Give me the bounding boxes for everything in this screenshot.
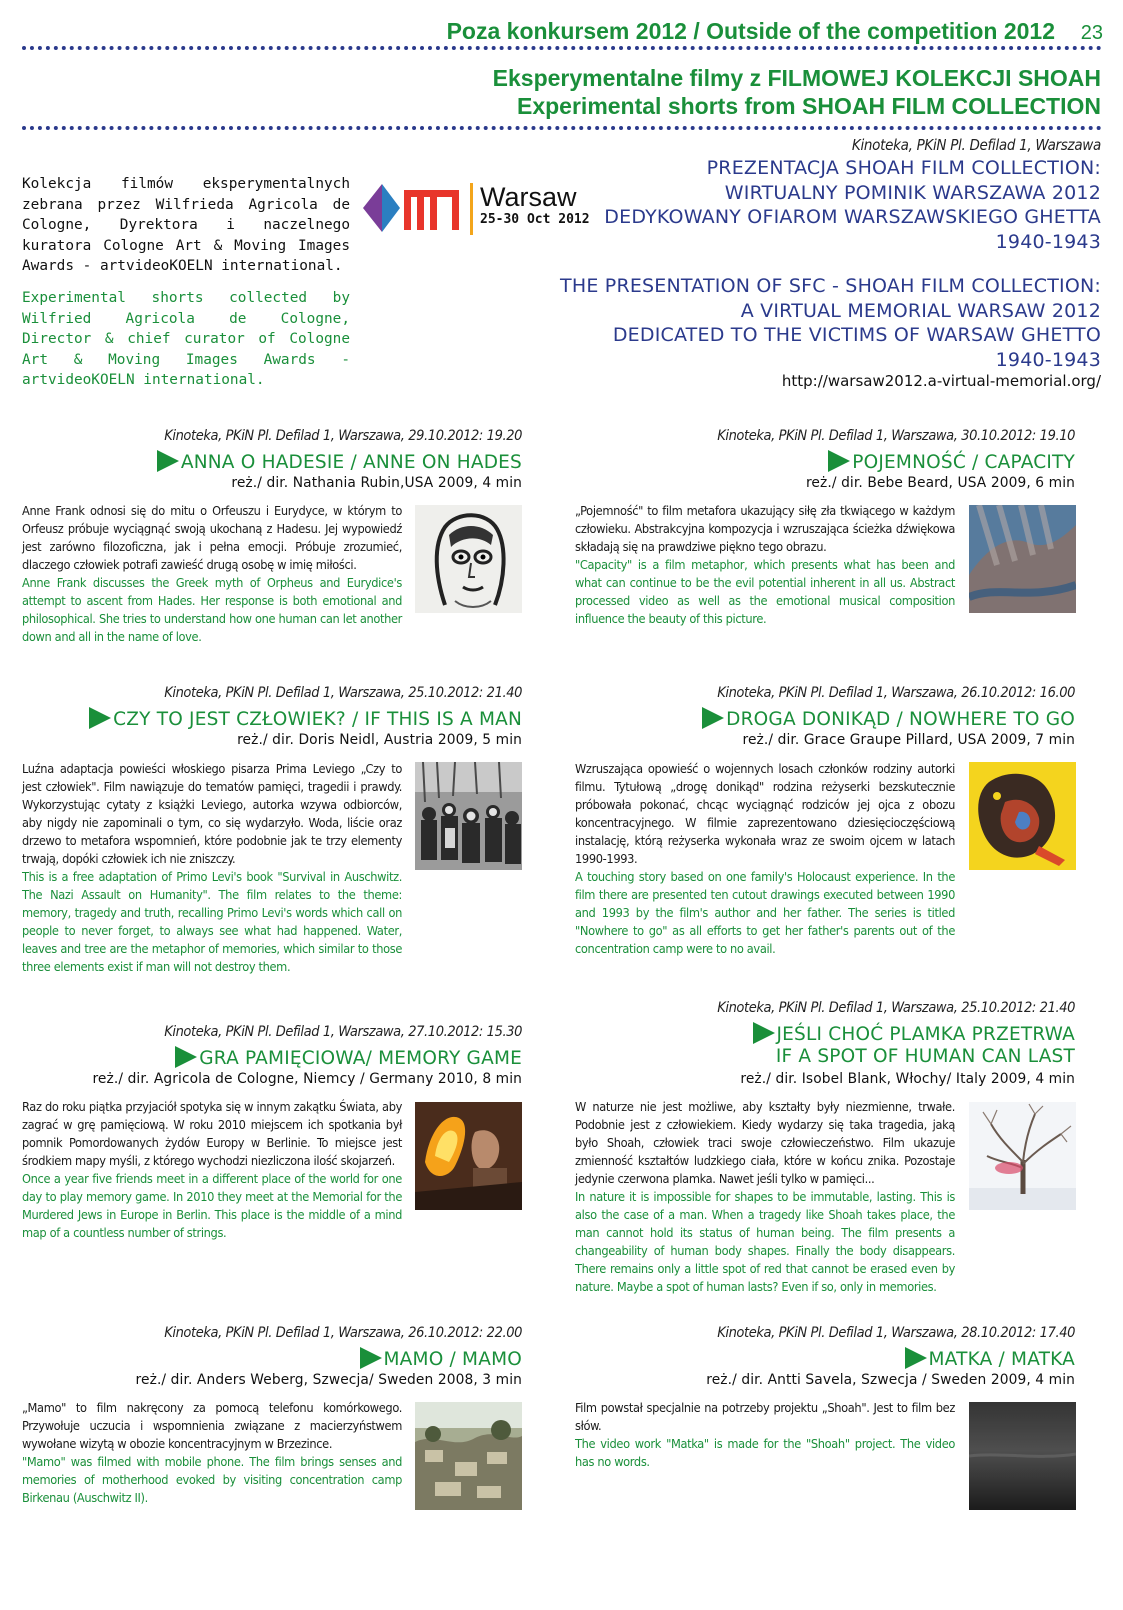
- presentation-pl-line: 1940-1943: [995, 230, 1101, 253]
- play-arrow-icon: [905, 1347, 927, 1369]
- film-venue: Kinoteka, PKiN Pl. Defilad 1, Warszawa, 29.10.2012: 19.20: [164, 428, 522, 444]
- film-description-en: This is a free adaptation of Primo Levi's book "Survival in Auschwitz. The Nazi Assault on Humanity". The film relates to the theme: memory, tragedy and truth, recalling Primo Levi's words which call on people to never forget, to always see what had happened. Water, leaves and tree are the metaphor of memories, which similar to those three elements exist if man will not destroy them.: [22, 869, 402, 974]
- film-thumbnail: [415, 1102, 522, 1210]
- film-description: [22, 502, 402, 646]
- film-venue: Kinoteka, PKiN Pl. Defilad 1, Warszawa, 26.10.2012: 16.00: [717, 685, 1075, 701]
- film-description-en: A touching story based on one family's Holocaust experience. In the film there are presented ten cutout drawings executed between 1990 and 1993 by the film's author and her father. The series is titled "Nowhere to go" as all efforts to get her father's parents out of the concentration camp were to no avail.: [575, 869, 955, 956]
- film-title-second-line: IF A SPOT OF HUMAN CAN LAST: [775, 1046, 1075, 1067]
- film-description-pl: W naturze nie jest możliwe, aby kształty były niezmienne, trwałe. Podobnie jest z człowiekiem. Kiedy wydarzy się taka tragedia, jaką było Shoah, człowiek traci swoje człowieczeństwo. Film ukazuje zmienność kształtów ludzkiego ciała, które w końcu znika. Pozostaje jedynie czerwona plamka. Nawet jeśli tylko w pamięci...: [575, 1099, 955, 1186]
- film-description: [575, 1399, 955, 1471]
- film-venue: Kinoteka, PKiN Pl. Defilad 1, Warszawa, 25.10.2012: 21.40: [717, 1000, 1075, 1016]
- collection-title-pl: Eksperymentalne filmy z FILMOWEJ KOLEKCJI SHOAH: [492, 65, 1101, 91]
- film-venue: Kinoteka, PKiN Pl. Defilad 1, Warszawa, 30.10.2012: 19.10: [717, 428, 1075, 444]
- play-arrow-icon: [175, 1046, 197, 1068]
- film-description-en: "Mamo" was filmed with mobile phone. The film brings senses and memories of motherhood evoked by visiting concentration camp Birkenau (Auschwitz II).: [22, 1454, 402, 1505]
- presentation-pl-line: WIRTUALNY POMINIK WARSZAWA 2012: [724, 181, 1101, 204]
- film-title: GRA PAMIĘCIOWA/ MEMORY GAME: [175, 1046, 522, 1069]
- play-arrow-icon: [89, 707, 111, 729]
- film-description: [575, 1098, 955, 1296]
- film-description-pl: Anne Frank odnosi się do mitu o Orfeuszu i Eurydyce, w którym to Orfeusz próbuje wyciągnąć swoją ukochaną z Hadesu. Jej wypowiedź jest zarówno filozoficzna, jak i pełna emocji. Próbuje zrozumieć, dlaczego człowiek potrafi zawieść drugą osobę w imię miłości.: [22, 503, 402, 572]
- collection-divider: [22, 126, 1102, 130]
- presentation-pl: [604, 156, 1101, 254]
- film-director: reż./ dir. Doris Neidl, Austria 2009, 5 min: [237, 732, 522, 748]
- film-title: CZY TO JEST CZŁOWIEK? / IF THIS IS A MAN: [89, 707, 522, 730]
- film-description: [575, 760, 955, 958]
- film-title: MAMO / MAMO: [360, 1347, 522, 1370]
- play-arrow-icon: [753, 1022, 775, 1044]
- film-description-pl: Raz do roku piątka przyjaciół spotyka się w innym zakątku Świata, aby zagrać w grę pamięciową. W roku 2010 miejscem ich spotkania był pomnik Pomordowanych żydów Europy w Berlinie. To miejsce jest środkiem mapy myśli, z którego wychodzi niezliczona ilość skojarzeń.: [22, 1099, 402, 1168]
- film-title: ANNA O HADESIE / ANNE ON HADES: [157, 450, 522, 473]
- presentation-en-line: DEDICATED TO THE VICTIMS OF WARSAW GHETTO: [612, 324, 1101, 346]
- logo-dates: 25-30 Oct 2012: [480, 212, 590, 227]
- intro-text-pl: Kolekcja filmów eksperymentalnych zebrana przez Wilfrieda Agricola de Cologne, Dyrektora i naczelnego kuratora Cologne Art & Moving Images Awards - artvideoKOELN international.: [22, 176, 350, 274]
- film-description: [22, 1098, 402, 1242]
- film-description-en: In nature it is impossible for shapes to be immutable, lasting. This is also the case of a man. When a tragedy like Shoah takes place, the man cannot hold its status of human being. The film presents a changeability of human body shapes. Finally the body disappears. There remains only a little spot of red that cannot be erased even by nature. Maybe a spot of human lasts? Even if so, only in memories.: [575, 1189, 955, 1294]
- page-number: 23: [1080, 22, 1103, 44]
- presentation-en: [560, 274, 1101, 372]
- film-description-en: Anne Frank discusses the Greek myth of Orpheus and Eurydice's attempt to ascent from Hades. Her response is both emotional and philosophical. She tries to understand how one human can let another down and all in the name of love.: [22, 575, 402, 644]
- presentation-en-line: A VIRTUAL MEMORIAL WARSAW 2012: [740, 299, 1101, 322]
- film-director: reż./ dir. Isobel Blank, Włochy/ Italy 2009, 4 min: [740, 1071, 1075, 1087]
- film-description-pl: Film powstał specjalnie na potrzeby projektu „Shoah". Jest to film bez słów.: [575, 1400, 955, 1433]
- play-arrow-icon: [828, 450, 850, 472]
- play-arrow-icon: [702, 707, 724, 729]
- film-description: [575, 502, 955, 628]
- play-arrow-icon: [157, 450, 179, 472]
- film-thumbnail: [969, 1402, 1076, 1510]
- header-divider: [22, 46, 1102, 50]
- film-venue: Kinoteka, PKiN Pl. Defilad 1, Warszawa, 26.10.2012: 22.00: [164, 1325, 522, 1341]
- film-director: reż./ dir. Agricola de Cologne, Niemcy / Germany 2010, 8 min: [92, 1071, 522, 1087]
- film-description: [22, 1399, 402, 1507]
- play-arrow-icon: [360, 1347, 382, 1369]
- film-venue: Kinoteka, PKiN Pl. Defilad 1, Warszawa, 28.10.2012: 17.40: [717, 1325, 1075, 1341]
- film-thumbnail: [969, 762, 1076, 870]
- film-description-pl: Luźna adaptacja powieści włoskiego pisarza Prima Leviego „Czy to jest człowiek". Film nawiązuje do tematów pamięci, tragedii i prawdy. Wykorzystując cytaty z książki Leviego, autorka wzywa odbiorców, aby nigdy nie zapominali o tym, co się wydarzyło. Woda, liście oraz drzewo to metafora wspomnień, które podobnie jak te trzy elementy trwają, dopóki człowiek ich nie zniszczy.: [22, 761, 402, 866]
- presentation-en-line: THE PRESENTATION OF SFC - SHOAH FILM COLLECTION:: [560, 275, 1101, 297]
- film-title: JEŚLI CHOĆ PLAMKA PRZETRWA: [753, 1022, 1075, 1045]
- memorial-url-link[interactable]: http://warsaw2012.a-virtual-memorial.org/: [781, 372, 1101, 390]
- film-director: reż./ dir. Anders Weberg, Szwecja/ Sweden 2008, 3 min: [135, 1372, 522, 1388]
- film-title: POJEMNOŚĆ / CAPACITY: [828, 450, 1075, 473]
- page-header-title: Poza konkursem 2012 / Outside of the competition 2012: [446, 18, 1055, 44]
- film-description-en: Once a year five friends meet in a different place of the world for one day to play memory game. In 2010 they meet at the Memorial for the Murdered Jews in Europe in Berlin. This place is the middle of a mind map of a countless number of strings.: [22, 1171, 402, 1240]
- film-thumbnail: [415, 1402, 522, 1510]
- presentation-pl-line: DEDYKOWANY OFIAROM WARSZAWSKIEGO GHETTA: [604, 206, 1101, 228]
- film-thumbnail: [969, 505, 1076, 613]
- collection-title-en: Experimental shorts from SHOAH FILM COLLECTION: [517, 93, 1101, 119]
- film-director: reż./ dir. Bebe Beard, USA 2009, 6 min: [805, 475, 1075, 491]
- presentation-pl-line: PREZENTACJA SHOAH FILM COLLECTION:: [706, 157, 1101, 179]
- film-title: MATKA / MATKA: [905, 1347, 1075, 1370]
- film-venue: Kinoteka, PKiN Pl. Defilad 1, Warszawa, 27.10.2012: 15.30: [164, 1024, 522, 1040]
- film-description-en: The video work "Matka" is made for the "Shoah" project. The video has no words.: [575, 1436, 955, 1469]
- film-thumbnail: [969, 1102, 1076, 1210]
- film-thumbnail: [415, 505, 522, 613]
- film-director: reż./ dir. Grace Graupe Pillard, USA 2009, 7 min: [742, 732, 1075, 748]
- film-description: [22, 760, 402, 976]
- presentation-en-line: 1940-1943: [995, 348, 1101, 371]
- film-description-pl: „Pojemność" to film metafora ukazujący siłę zła tkwiącego w każdym człowieku. Abstrakcyjna kompozycja i wzruszająca ścieżka dźwiękowa składają się na prawdziwe piękno tego obrazu.: [575, 503, 955, 554]
- film-title: DROGA DONIKĄD / NOWHERE TO GO: [702, 707, 1075, 730]
- film-description-en: "Capacity" is a film metaphor, which presents what has been and what can continue to be the evil potential inherent in all us. Abstract processed video as well as the emotional musical composition influence the beauty of this picture.: [575, 557, 955, 626]
- film-thumbnail: [415, 762, 522, 870]
- film-venue: Kinoteka, PKiN Pl. Defilad 1, Warszawa, 25.10.2012: 21.40: [164, 685, 522, 701]
- film-director: reż./ dir. Antti Savela, Szwecja / Sweden 2009, 4 min: [706, 1372, 1075, 1388]
- film-director: reż./ dir. Nathania Rubin,USA 2009, 4 min: [231, 475, 522, 491]
- collection-venue: Kinoteka, PKiN Pl. Defilad 1, Warszawa: [851, 136, 1101, 154]
- logo-city: Warsaw: [480, 182, 577, 212]
- intro-text-en: Experimental shorts collected by Wilfried Agricola de Cologne, Director & chief curator of Cologne Art & Moving Images Awards - artvideoKOELN international.: [22, 290, 350, 388]
- film-description-pl: Wzruszająca opowieść o wojennych losach członków rodziny autorki filmu. Tytułową „drogę donikąd" rodzina reżyserki bezskutecznie próbowała pokonać, chcąc wyciągnąć rodziców jej ojca z obozu koncentracyjnego. W filmie zaprezentowano dziesięcioczęściową instalację, którą reżyserka wykonała wraz ze swoim ojcem w latach 1990-1993.: [575, 761, 955, 866]
- film-description-pl: „Mamo" to film nakręcony za pomocą telefonu komórkowego. Przywołuje uczucia i wspomnienia związane z macierzyństwem wywołane wizytą w obozie koncentracyjnym w Brzezince.: [22, 1400, 402, 1451]
